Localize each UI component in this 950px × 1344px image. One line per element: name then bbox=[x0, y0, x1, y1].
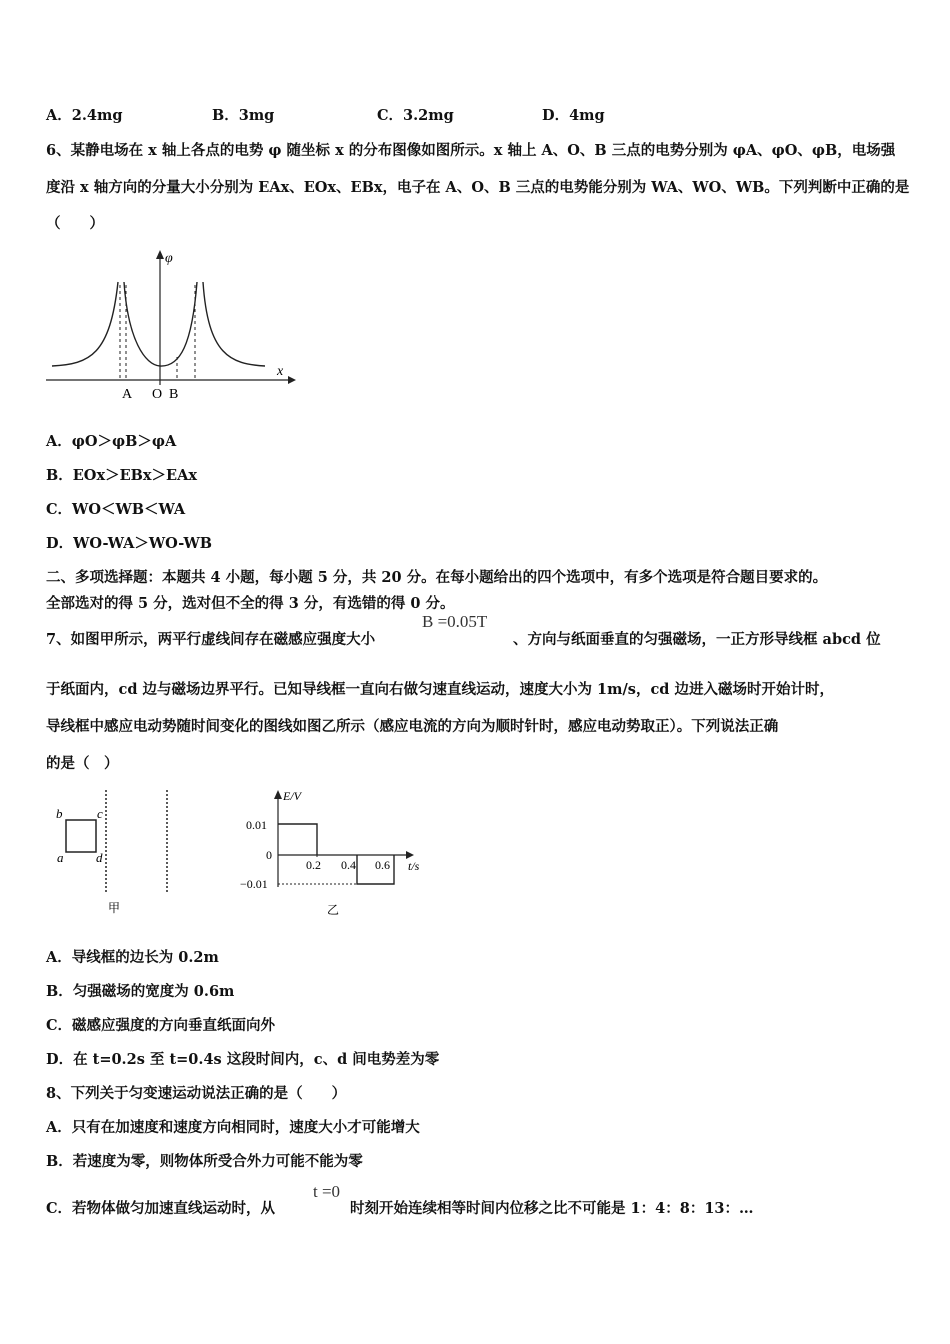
q6-option-d: D．WO-WA＞WO-WB bbox=[46, 535, 213, 552]
q6-stem-line3: （ ） bbox=[46, 215, 104, 232]
section2-line2: 全部选对的得 5 分，选对但不全的得 3 分，有选错的得 0 分。 bbox=[46, 595, 455, 612]
q6-stem-line2: 度沿 x 轴方向的分量大小分别为 EAx、EOx、EBx，电子在 A、O、B 三点的电势能分别为 WA、WO、WB。下列判断中正确的是 bbox=[46, 179, 910, 196]
q5-option-b: B．3mg bbox=[212, 107, 275, 124]
q8-option-a: A．只有在加速度和速度方向相同时，速度大小才可能增大 bbox=[46, 1119, 420, 1136]
q7-figure-b bbox=[236, 785, 436, 920]
q8-option-b: B．若速度为零，则物体所受合外力可能不能为零 bbox=[46, 1153, 363, 1170]
graph-y-label: φ bbox=[165, 251, 173, 266]
fig-b-t1: 0.2 bbox=[306, 858, 321, 872]
q6-stem-line1: 6、某静电场在 x 轴上各点的电势 φ 随坐标 x 的分布图像如图所示。x 轴上 A、O、B 三点的电势分别为 φA、φO、φB，电场强 bbox=[46, 142, 896, 159]
q7-figure-a bbox=[50, 785, 190, 915]
q7-stem-part2: 、方向与纸面垂直的匀强磁场，一正方形导线框 abcd 位 bbox=[513, 631, 881, 648]
q7-stem-part1: 7、如图甲所示，两平行虚线间存在磁感应强度大小 bbox=[46, 631, 376, 648]
q6-option-a: A．φO＞φB＞φA bbox=[46, 433, 177, 450]
fig-a-label-b: b bbox=[56, 806, 63, 821]
fig-b-caption: 乙 bbox=[327, 903, 340, 917]
fig-a-label-c: c bbox=[97, 806, 103, 821]
q7-line4: 的是（ ） bbox=[46, 755, 119, 772]
q6-option-b: B．EOx＞EBx＞EAx bbox=[46, 467, 197, 484]
graph-point-a: A bbox=[122, 387, 133, 402]
fig-a-label-a: a bbox=[57, 850, 64, 865]
q7-formula: B =0.05T bbox=[422, 612, 488, 631]
q7-option-d: D．在 t=0.2s 至 t=0.4s 这段时间内，c、d 间电势差为零 bbox=[46, 1051, 440, 1068]
fig-b-pos-label: 0.01 bbox=[246, 818, 267, 832]
fig-b-t3: 0.6 bbox=[375, 858, 390, 872]
q8-option-c-formula: t =0 bbox=[313, 1182, 341, 1201]
graph-point-o: O bbox=[152, 387, 163, 402]
graph-point-b: B bbox=[169, 387, 179, 402]
q5-option-d: D．4mg bbox=[542, 107, 605, 124]
q5-option-a: A．2.4mg bbox=[46, 107, 123, 124]
q8-stem: 8、下列关于匀变速运动说法正确的是（ ） bbox=[46, 1085, 347, 1102]
q8-option-c-part2: 时刻开始连续相等时间内位移之比不可能是 1：4：8：13：… bbox=[350, 1200, 754, 1217]
q7-option-a: A．导线框的边长为 0.2m bbox=[46, 949, 219, 966]
q7-line3: 导线框中感应电动势随时间变化的图线如图乙所示（感应电流的方向为顺时针时，感应电动势取正）。下列说法正确 bbox=[46, 718, 779, 735]
fig-b-y-axis: E/V bbox=[283, 789, 301, 803]
fig-b-x-axis: t/s bbox=[408, 859, 420, 873]
q5-option-c: C．3.2mg bbox=[377, 107, 454, 124]
fig-a-caption: 甲 bbox=[108, 901, 121, 915]
graph-x-label: x bbox=[277, 364, 284, 379]
fig-a-label-d: d bbox=[96, 850, 103, 865]
fig-b-zero-label: 0 bbox=[266, 848, 272, 862]
section2-line1: 二、多项选择题：本题共 4 小题，每小题 5 分，共 20 分。在每小题给出的四个选项中，有多个选项是符合题目要求的。 bbox=[46, 569, 828, 586]
q6-option-c: C．WO＜WB＜WA bbox=[46, 501, 186, 518]
q7-option-c: C．磁感应强度的方向垂直纸面向外 bbox=[46, 1017, 276, 1034]
fig-b-neg-label: −0.01 bbox=[240, 877, 268, 891]
fig-b-t2: 0.4 bbox=[341, 858, 356, 872]
q7-option-b: B．匀强磁场的宽度为 0.6m bbox=[46, 983, 235, 1000]
q8-option-c-part1: C．若物体做匀加速直线运动时，从 bbox=[46, 1200, 276, 1217]
q6-potential-graph bbox=[40, 245, 300, 405]
q7-line2: 于纸面内，cd 边与磁场边界平行。已知导线框一直向右做匀速直线运动，速度大小为 1m/s，cd 边进入磁场时开始计时， bbox=[46, 681, 834, 698]
